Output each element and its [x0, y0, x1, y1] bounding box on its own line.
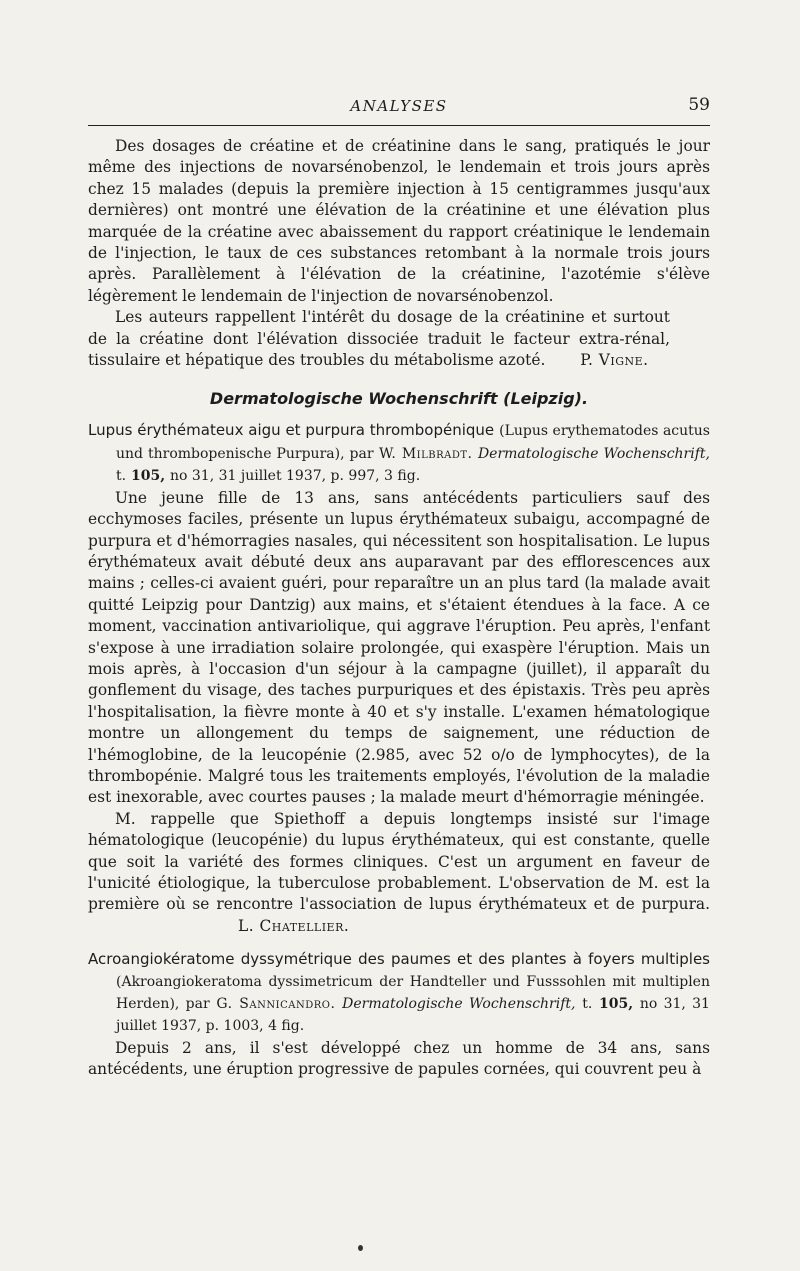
entry-lupus-body-2 — [88, 809, 710, 937]
entry-lupus-journal: Dermatologische Wochenschrift, — [477, 445, 710, 462]
entry-lupus-volume: 105, — [130, 468, 166, 485]
entry-lupus-body-2-text: M. rappelle que Spiethoff a depuis longtemps insisté sur l'image hématologique (leucopénie) du lupus érythémateux, qui est constante, quelle que soit la variété des formes cliniques. C'est un argument en faveur de l'unicité étiologique, la tuberculose probablement. L'observation de M. est la première où se rencontre l'association de lupus érythémateux et de purpura. — [88, 809, 710, 914]
ink-dot — [358, 1245, 363, 1251]
signature-chatellier: L. Chatellier. — [238, 916, 350, 935]
header-rule — [88, 125, 710, 126]
entry-lupus-issue: no 31, 31 juillet 1937, p. 997, 3 fig. — [170, 468, 421, 485]
signature-vigne: P. Vigne. — [580, 351, 649, 370]
entry-lupus-title — [88, 420, 710, 487]
section-gap — [88, 937, 710, 949]
paragraph-creatine: Des dosages de créatine et de créatinine dans le sang, pratiqués le jour même des injections de novarsénobenzol, le lendemain et trois jours après chez 15 malades (depuis la première injection à 15 centigrammes jusqu'aux dernières) ont montré une élévation de la créatinine et une élévation plus marquée de la créatine avec abaissement du rapport créatinique le lendemain de l'injection, le taux de ces substances retombant à la normale trois jours après. Parallèlement à l'élévation de la créatinine, l'azotémie s'élève légèrement le lendemain de l'injection de novarsénobenzol. — [88, 137, 710, 305]
entry-acroangio-author: G. Sannicandro. — [216, 996, 336, 1013]
entry-acroangio-volume: 105, — [599, 996, 634, 1013]
entry-acroangio-journal: Dermatologische Wochenschrift, — [342, 996, 576, 1013]
entry-lupus-author: W. Milbradt. — [378, 445, 473, 462]
entry-lupus-french-title: Lupus érythémateux aigu et purpura thrombopénique — [88, 421, 495, 440]
entry-acroangio-title — [88, 949, 710, 1038]
entry-acroangio-issue: no 31, 31 juillet 1937, p. 1003, 4 fig. — [116, 996, 710, 1035]
entry-lupus-volume-prefix: t. — [116, 468, 127, 485]
entry-acroangio-volume-prefix: t. — [582, 996, 593, 1013]
entry-acroangio-translation: (Akroangiokeratoma dyssimetricum der Handteller und Fusssohlen mit multiplen Herden), par — [116, 973, 710, 1013]
page-number: 59 — [688, 95, 710, 115]
entry-acroangio-french-title: Acroangiokératome dyssymétrique des paumes et des plantes à foyers multiples — [88, 950, 710, 969]
page-content — [88, 95, 710, 1081]
running-head — [88, 95, 710, 123]
paragraph-authors-recall — [88, 307, 710, 371]
running-head-title: ANALYSES — [350, 97, 448, 115]
entry-acroangio-body: Depuis 2 ans, il s'est développé chez un homme de 34 ans, sans antécédents, une éruption progressive de papules cornées, qui couvrent peu à — [88, 1038, 710, 1079]
entry-lupus-body-1: Une jeune fille de 13 ans, sans antécédents particuliers sauf des ecchymoses faciles, présente un lupus érythémateux subaigu, accompagné de purpura et d'hémorragies nasales, qui nécessitent son hospitalisation. Le lupus érythémateux avait débuté deux ans auparavant par des efflorescences aux mains ; celles-ci avaient guéri, pour reparaître un an plus tard (la malade avait quitté Leipzig pour Dantzig) aux mains, et s'étaient étendues à la face. A ce moment, vaccination antivariolique, qui aggrave l'éruption. Peu après, l'enfant s'expose à une irradiation solaire prolongée, qui exaspère l'éruption. Mais un mois après, à l'occasion d'un séjour à la campagne (juillet), il apparaît du gonflement du visage, des taches purpuriques et des épistaxis. Très peu après l'hospitalisation, la fièvre monte à 40 et s'y installe. L'examen hématologique montre un allongement du temps de saignement, une réduction de l'hémoglobine, de la leucopénie (2.985, avec 52 o/o de lymphocytes), de la thrombopénie. Malgré tous les traitements employés, l'évolution de la maladie est inexorable, avec courtes pauses ; la malade meurt d'hémorragie méningée. — [88, 488, 710, 807]
journal-heading: Dermatologische Wochenschrift (Leipzig). — [209, 389, 589, 409]
paragraph-authors-recall-text: Les auteurs rappellent l'intérêt du dosage de la créatinine et surtout de la créatine dont l'élévation dissociée traduit le facteur extra-rénal, tissulaire et hépatique des troubles du métabolisme azoté. — [88, 308, 670, 370]
entry-lupus-translation: (Lupus erythematodes acutus und thrombopenische Purpura), par — [116, 423, 710, 462]
